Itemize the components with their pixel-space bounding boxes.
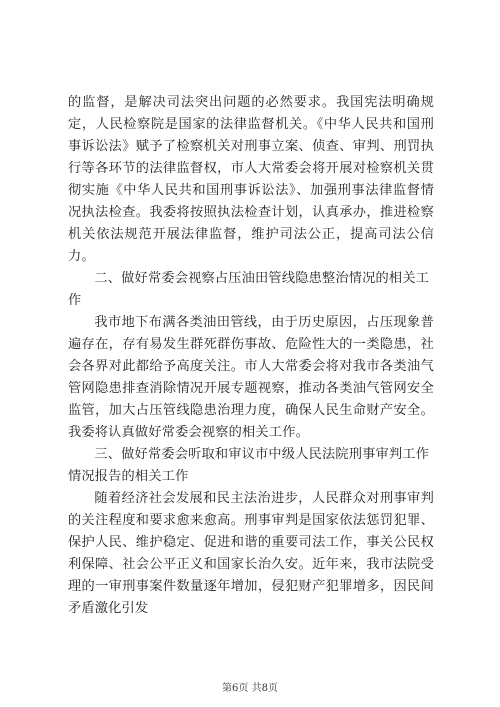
page-number: 第6页 共8页 — [222, 683, 278, 694]
paragraph-criminal-trial: 随着经济社会发展和民主法治进步，人民群众对刑事审判的关注程度和要求愈来愈高。刑事审判是国家依法惩罚犯罪、保护人民、维护稳定、促进和谐的重要司法工作，事关公民权利保障、社会公平正义和国家长治久安。近年来，我市法院受理的一审刑事案件数量逐年增加，侵犯财产犯罪增多，因民间矛盾激化引发 — [68, 491, 434, 616]
section-heading-2: 二、做好常委会视察占压油田管线隐患整治情况的相关工作 — [68, 271, 430, 308]
paragraph-oil-pipelines: 我市地下布满各类油田管线，由于历史原因，占压现象普遍存在，存有易发生群死群伤事故、危险性大的一类隐患，社会各界对此都给予高度关注。市人大常委会将对我市各类油气管网隐患排查消除情况开展专题视察，推动各类油气管网安全监管，加大占压管线隐患治理力度，确保人民生命财产安全。我委将认真做好常委会视察的相关工作。 — [68, 315, 434, 440]
document-body — [68, 92, 434, 620]
section-heading-3: 三、做好常委会听取和审议市中级人民法院刑事审判工作情况报告的相关工作 — [68, 447, 430, 484]
paragraph-legal-supervision: 的监督，是解决司法突出问题的必然要求。我国宪法明确规定，人民检察院是国家的法律监督机关。《中华人民共和国刑事诉讼法》赋予了检察机关对刑事立案、侦查、审判、刑罚执行等各环节的法律监督权，市人大常委会将开展对检察机关贯彻实施《中华人民共和国刑事诉讼法》、加强刑事法律监督情况执法检查。我委将按照执法检查计划，认真承办，推进检察机关依法规范开展法律监督，维护司法公正，提高司法公信力。 — [68, 95, 434, 264]
